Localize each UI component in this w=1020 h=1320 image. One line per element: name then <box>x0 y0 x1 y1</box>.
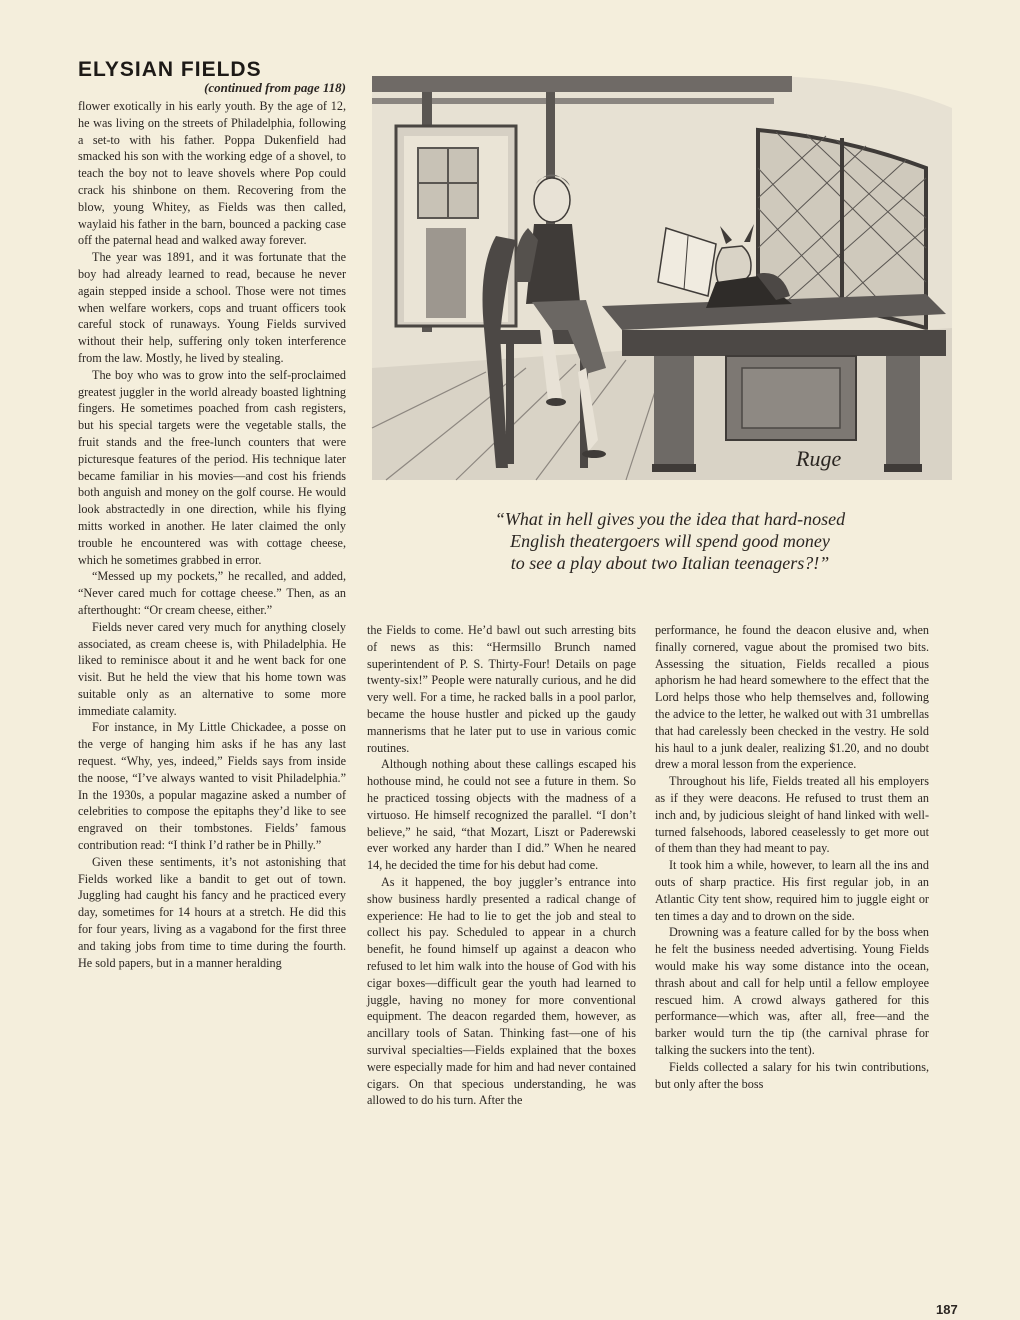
paragraph: As it happened, the boy juggler’s entrance into show business hardly presented a radical change of experience: He had to lie to get the job and steal to collect his pay. Scheduled to appear in a church benefit, he found himself up against a deacon who refused to let him walk into the house of God with his cigar boxes—difficult gear the youth had learned to juggle, having no money for more conventional equipment. The deacon regarded them, however, as ancillary tools of Satan. Thinking fast—one of his survival specialties—Fields explained that the boxes were especially made for him and had never contained cigars. On that specious understanding, he was allowed to do his turn. After the <box>367 874 636 1108</box>
text-column-3 <box>655 622 929 1092</box>
paragraph: Although nothing about these callings escaped his hothouse mind, he could not see a future in them. So he practiced tossing objects with the madness of a virtuoso. He himself recognized the parallel. “I don’t believe,” he said, “that Mozart, Liszt or Paderewski ever worked any harder than I did.” When he neared 14, he decided the time for his debut had come. <box>367 757 636 873</box>
paragraph: Fields never cared very much for anything closely associated, as cream cheese is, with Philadelphia. He liked to reminisce about it and he went back for one visit. But he held the view that his home town was suitable only as an alternative to some more immediate calamity. <box>78 619 346 718</box>
paragraph: The year was 1891, and it was fortunate that the boy had already learned to read, because he never again stepped inside a school. Those were not times when welfare workers, cops and truant officers took careful stock of runaways. Young Fields survived without their help, suffering only token interference from the law. Mostly, he lived by stealing. <box>78 250 346 365</box>
paragraph: The boy who was to grow into the self-proclaimed greatest juggler in the world already boasted lightning fingers. He sometimes poached from cash registers, but his special targets were the vegetable stalls, the fruit stands and the free-lunch counters that were picturesque features of the period. His technique later became familiar in his movies—and cost his friends both anguish and money on the golf course. He would look abstractedly in one direction, while his flying mitts worked in another. He later claimed the only trouble he encountered was with cottage cheese, which he sometimes grabbed in error. <box>78 367 346 567</box>
artist-signature: Ruge <box>796 446 842 471</box>
article-title: ELYSIAN FIELDS <box>78 58 262 81</box>
paragraph: Drowning was a feature called for by the boss when he felt the business needed advertising. Young Fields would make his way some distance into the ocean, thrash about and call for help until a fellow employee rescued him. A crowd always gathered for this performance—which was, after all, free—and the barker would turn the tip (the carnival phrase for talking the suckers into the tent). <box>655 925 929 1057</box>
continued-line: (continued from page 118) <box>204 80 346 95</box>
page-number: 187 <box>936 1302 958 1317</box>
caption-line: “What in hell gives you the idea that hard-nosed <box>494 509 846 529</box>
paragraph: the Fields to come. He’d bawl out such arresting bits of news as this: “Hermsillo Brunch named superintendent of P. S. Thirty-Four! Details on page twenty-six!” People were naturally curious, and he did very well. For a time, he racked balls in a pool parlor, became the house hustler and picked up the gaudy mannerisms that he later put to use in various comic routines. <box>367 623 636 755</box>
cartoon-illustration <box>366 68 954 488</box>
paragraph: Fields collected a salary for his twin contributions, but only after the boss <box>655 1059 929 1091</box>
paragraph: performance, he found the deacon elusive and, when finally cornered, vague about the promised two bits. Assessing the situation, Fields recalled a pious aphorism he had heard somewhere to the effect that the Lord helps those who help themselves and, following the advice to the letter, he walked out with 31 umbrellas that had carelessly been checked in the vestry. He sold his haul to a junk dealer, realizing $1.20, and no doubt drew a moral lesson from the experience. <box>655 623 929 772</box>
paragraph: Given these sentiments, it’s not astonishing that Fields worked like a bandit to get out of town. Juggling had caught his fancy and he practiced every day, sometimes for 14 hours at a stretch. He did this for four years, living as a vagabond for the first three and taking jobs from time to time during the fourth. He sold papers, but in a manner heralding <box>78 854 346 970</box>
text-column-1 <box>78 98 346 971</box>
text-column-2 <box>367 622 636 1109</box>
cartoon-caption <box>400 508 940 574</box>
paragraph: Throughout his life, Fields treated all his employers as if they were deacons. He refused to trust them an inch and, by judicious sleight of hand linked with well-turned falsehoods, labored ceaselessly to get more out of them than they had meant to pay. <box>655 774 929 856</box>
caption-line: to see a play about two Italian teenagers?!” <box>510 553 830 573</box>
paragraph: For instance, in My Little Chickadee, a posse on the verge of hanging him asks if he has any last request. “Why, yes, indeed,” Fields says from inside the noose, “I’ve always wanted to visit Philadelphia.” In the 1930s, a popular magazine asked a number of celebrities to compose the epitaphs they’d like to see engraved on their tombstones. Fields’ famous contribution read: “I think I’d rather be in Philly.” <box>78 720 346 853</box>
paragraph: flower exotically in his early youth. By the age of 12, he was living on the streets of Philadelphia, following a set-to with his father. Poppa Dukenfield had smacked his son with the working edge of a shovel, to teach the boy not to leave shovels where Pop could crack his shinbone on them. Recovering from the blow, young Whitey, as Fields was then called, waylaid his father in the barn, bounced a packing case off the paternal head and walked away forever. <box>78 99 346 248</box>
paragraph: It took him a while, however, to learn all the ins and outs of sharp practice. His first regular job, in an Atlantic City tent show, required him to juggle eight or ten times a day and to drown on the side. <box>655 858 929 923</box>
caption-line: English theatergoers will spend good money <box>510 531 830 551</box>
paragraph: “Messed up my pockets,” he recalled, and added, “Never cared much for cottage cheese.” Then, as an afterthought: “Or cream cheese, either.” <box>78 569 346 617</box>
